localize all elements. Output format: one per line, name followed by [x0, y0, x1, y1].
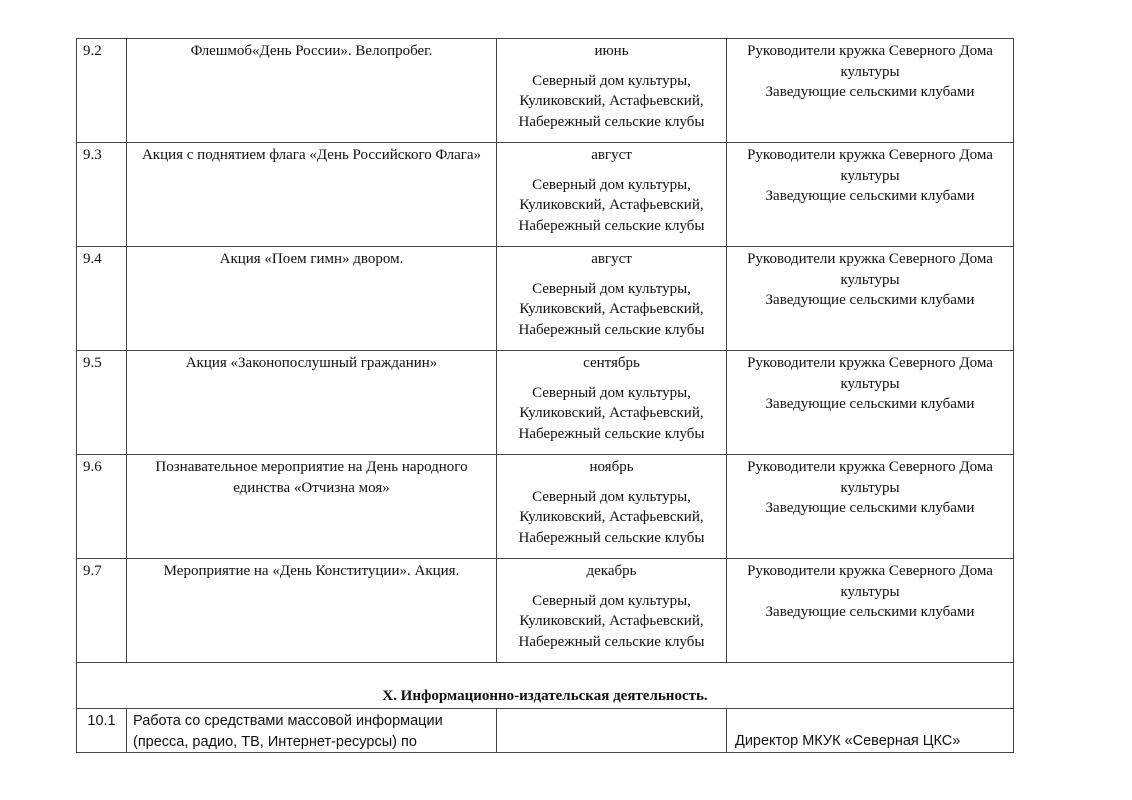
event-date-venue	[497, 351, 727, 455]
item-number: 9.6	[77, 455, 127, 559]
event-description: Акция «Законопослушный гражданин»	[127, 351, 497, 455]
event-description: Работа со средствами массовой информации (пресса, радио, ТВ, Интернет-ресурсы) по	[127, 709, 497, 753]
event-venue: Северный дом культуры, Куликовский, Астафьевский, Набережный сельские клубы	[518, 384, 705, 442]
responsible-primary: Руководители кружка Северного Дома культуры	[747, 459, 993, 496]
item-number: 9.4	[77, 247, 127, 351]
event-description: Познавательное мероприятие на День народного единства «Отчизна моя»	[127, 455, 497, 559]
item-number: 9.7	[77, 559, 127, 663]
event-month: ноябрь	[589, 459, 634, 475]
table-row	[77, 559, 1014, 663]
responsible-primary: Руководители кружка Северного Дома культуры	[747, 251, 993, 288]
responsible-secondary: Заведующие сельскими клубами	[765, 500, 975, 516]
event-description: Мероприятие на «День Конституции». Акция.	[127, 559, 497, 663]
event-venue: Северный дом культуры, Куликовский, Астафьевский, Набережный сельские клубы	[518, 592, 705, 650]
item-number: 9.3	[77, 143, 127, 247]
table-row	[77, 39, 1014, 143]
responsible-cell	[727, 247, 1014, 351]
plan-table	[76, 38, 1014, 753]
responsible-primary: Руководители кружка Северного Дома культуры	[747, 355, 993, 392]
event-month: август	[591, 147, 632, 163]
section-header-row	[77, 663, 1014, 709]
event-month: июнь	[594, 43, 629, 59]
responsible-secondary: Заведующие сельскими клубами	[765, 604, 975, 620]
table-row	[77, 455, 1014, 559]
event-date-venue	[497, 247, 727, 351]
table-row	[77, 709, 1014, 753]
event-date-venue	[497, 455, 727, 559]
event-month: декабрь	[586, 563, 637, 579]
event-venue: Северный дом культуры, Куликовский, Астафьевский, Набережный сельские клубы	[518, 72, 705, 130]
responsible-cell	[727, 39, 1014, 143]
responsible-secondary: Заведующие сельскими клубами	[765, 292, 975, 308]
section-title: X. Информационно-издательская деятельность.	[77, 663, 1014, 709]
event-description: Акция «Поем гимн» двором.	[127, 247, 497, 351]
event-date-venue	[497, 143, 727, 247]
event-venue: Северный дом культуры, Куликовский, Астафьевский, Набережный сельские клубы	[518, 280, 705, 338]
responsible-cell	[727, 351, 1014, 455]
item-number: 9.2	[77, 39, 127, 143]
event-description: Акция с поднятием флага «День Российского Флага»	[127, 143, 497, 247]
event-date	[497, 709, 727, 753]
responsible-cell	[727, 143, 1014, 247]
responsible-primary: Руководители кружка Северного Дома культуры	[747, 147, 993, 184]
responsible-secondary: Заведующие сельскими клубами	[765, 84, 975, 100]
responsible-cell	[727, 455, 1014, 559]
responsible-secondary: Заведующие сельскими клубами	[765, 188, 975, 204]
responsible-primary: Руководители кружка Северного Дома культуры	[747, 563, 993, 600]
responsible-person: Директор МКУК «Северная ЦКС»	[727, 709, 1014, 753]
event-venue: Северный дом культуры, Куликовский, Астафьевский, Набережный сельские клубы	[518, 176, 705, 234]
item-number: 9.5	[77, 351, 127, 455]
responsible-primary: Руководители кружка Северного Дома культуры	[747, 43, 993, 80]
event-venue: Северный дом культуры, Куликовский, Астафьевский, Набережный сельские клубы	[518, 488, 705, 546]
event-month: август	[591, 251, 632, 267]
table-row	[77, 247, 1014, 351]
table-row	[77, 351, 1014, 455]
table-row	[77, 143, 1014, 247]
responsible-secondary: Заведующие сельскими клубами	[765, 396, 975, 412]
event-date-venue	[497, 39, 727, 143]
event-description: Флешмоб«День России». Велопробег.	[127, 39, 497, 143]
event-month: сентябрь	[583, 355, 640, 371]
item-number: 10.1	[77, 709, 127, 753]
event-date-venue	[497, 559, 727, 663]
responsible-cell	[727, 559, 1014, 663]
